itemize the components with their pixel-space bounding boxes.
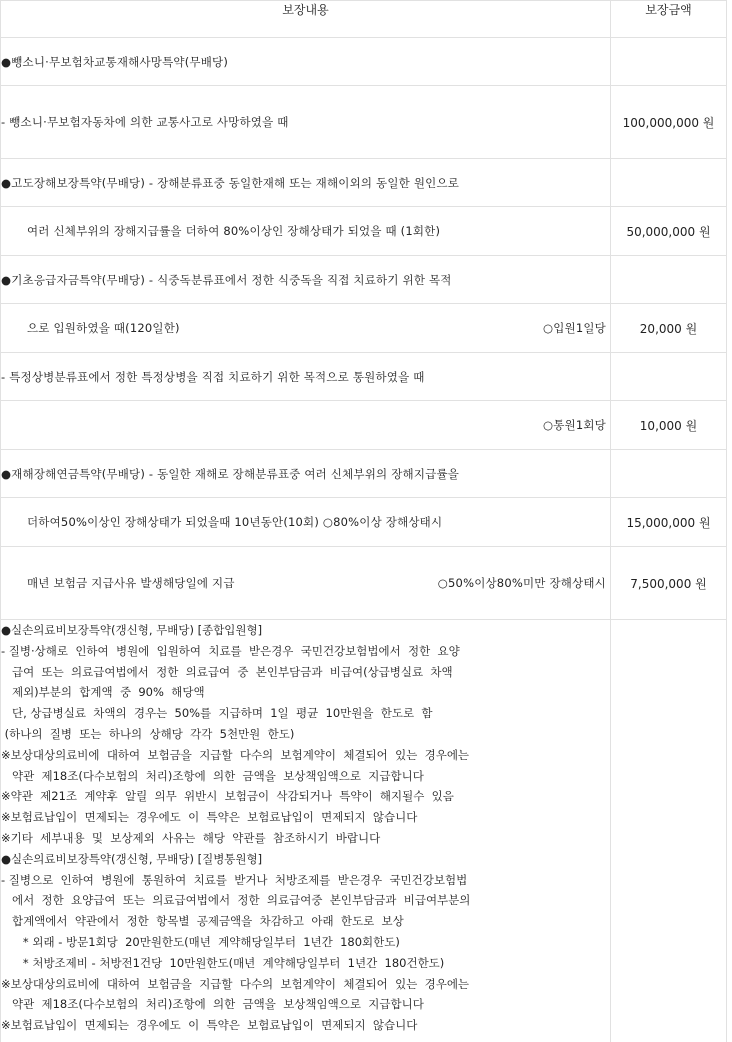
coverage-text: - 뺑소니·무보험자동차에 의한 교통사고로 사망하였을 때 (1, 86, 611, 159)
coverage-text: ●재해장해연금특약(무배당) - 동일한 재해로 장해분류표중 여러 신체부위의 장해지급률을 (1, 450, 611, 498)
table-row (1, 547, 727, 620)
coverage-text-cell (1, 401, 611, 450)
header-content: 보장내용 (1, 1, 611, 38)
detail-line: ※보상대상의료비에 대하여 보험금을 지급할 다수의 보험계약이 체결되어 있는 경우에는 (1, 747, 470, 762)
coverage-text-cell (1, 304, 611, 353)
table-row (1, 498, 727, 547)
coverage-text: ●기초응급자금특약(무배당) - 식중독분류표에서 정한 식중독을 직접 치료하기 위한 목적 (1, 256, 611, 304)
table-header-row (1, 1, 727, 38)
detail-line: ※보험료납입이 면제되는 경우에도 이 특약은 보험료납입이 면제되지 않습니다 (1, 1018, 418, 1033)
header-amount: 보장금액 (611, 1, 727, 38)
table-row (1, 620, 727, 1042)
coverage-amount: 50,000,000 원 (611, 207, 727, 256)
coverage-amount: 10,000 원 (611, 401, 727, 450)
coverage-amount (611, 620, 727, 1042)
coverage-text: ●고도장해보장특약(무배당) - 장해분류표중 동일한재해 또는 재해이외의 동일한 원인으로 (1, 159, 611, 207)
detail-line: 약관 제18조(다수보험의 처리)조항에 의한 금액을 보상책임액으로 지급합니다 (1, 997, 424, 1012)
detail-line: - 질병으로 인하여 병원에 통원하여 치료를 받거나 처방조제를 받은경우 국민건강보험법 (1, 872, 468, 887)
coverage-subitem: ○입원1일당 (543, 321, 606, 335)
detail-line: - 질병·상해로 인하여 병원에 입원하여 치료를 받은경우 국민건강보험법에서 정한 요양 (1, 643, 460, 658)
detail-line: (하나의 질병 또는 하나의 상해당 각각 5천만원 한도) (1, 726, 295, 741)
detail-line: 단, 상급병실료 차액의 경우는 50%를 지급하며 1일 평균 10만원을 한도로 함 (1, 706, 433, 721)
coverage-text: ●뺑소니·무보험차교통재해사망특약(무배당) (1, 38, 611, 86)
detail-line: * 처방조제비 - 처방전1건당 10만원한도(매년 계약해당일부터 1년간 180건한도) (1, 955, 445, 970)
coverage-amount: 7,500,000 원 (611, 547, 727, 620)
coverage-amount (611, 450, 727, 498)
coverage-amount (611, 159, 727, 207)
coverage-amount: 100,000,000 원 (611, 86, 727, 159)
detail-line: 합계액에서 약관에서 정한 항목별 공제금액을 차감하고 아래 한도로 보상 (1, 914, 404, 929)
table-row (1, 38, 727, 86)
coverage-text: - 특정상병분류표에서 정한 특정상병을 직접 치료하기 위한 목적으로 통원하였을 때 (1, 353, 611, 401)
coverage-text: 매년 보험금 지급사유 발생해당일에 지급 (27, 576, 235, 590)
table-row (1, 86, 727, 159)
table-row (1, 256, 727, 304)
table-row (1, 353, 727, 401)
detail-line: ●실손의료비보장특약(갱신형, 무배당) [종합입원형] (1, 623, 263, 637)
detail-line: 급여 또는 의료급여법에서 정한 의료급여 중 본인부담금과 비급여(상급병실료 차액 (1, 664, 453, 679)
detail-line: ※기타 세부내용 및 보상제외 사유는 해당 약관를 참조하시기 바랍니다 (1, 830, 381, 845)
table-row (1, 304, 727, 353)
coverage-text: 여러 신체부위의 장해지급률을 더하여 80%이상인 장해상태가 되었을 때 (1회한) (1, 207, 611, 256)
coverage-detail-block (1, 620, 611, 1042)
coverage-amount (611, 38, 727, 86)
coverage-subitem: ○통원1회당 (543, 418, 606, 432)
table-row (1, 401, 727, 450)
coverage-text-cell (1, 547, 611, 620)
detail-line: * 외래 - 방문1회당 20만원한도(매년 계약해당일부터 1년간 180회한도) (1, 934, 400, 949)
coverage-text: 더하여50%이상인 장해상태가 되었을때 10년동안(10회) ○80%이상 장해상태시 (1, 498, 611, 547)
table-row (1, 159, 727, 207)
coverage-subitem: ○50%이상80%미만 장해상태시 (437, 576, 606, 590)
coverage-text: 으로 입원하였을 때(120일한) (27, 321, 180, 335)
coverage-amount: 20,000 원 (611, 304, 727, 353)
table-row (1, 207, 727, 256)
coverage-amount (611, 353, 727, 401)
detail-line: 제외)부분의 합계액 중 90% 해당액 (1, 685, 205, 700)
detail-line: 약관 제18조(다수보험의 처리)조항에 의한 금액을 보상책임액으로 지급합니다 (1, 768, 424, 783)
table-row (1, 450, 727, 498)
detail-line: 에서 정한 요양급여 또는 의료급여법에서 정한 의료급여중 본인부담금과 비급여부분의 (1, 893, 471, 908)
detail-line: ※보험료납입이 면제되는 경우에도 이 특약은 보험료납입이 면제되지 않습니다 (1, 810, 418, 825)
detail-line: ※보상대상의료비에 대하여 보험금을 지급할 다수의 보험계약이 체결되어 있는 경우에는 (1, 976, 470, 991)
detail-line: ※약관 제21조 계약후 알릴 의무 위반시 보험금이 삭감되거나 특약이 해지될수 있음 (1, 789, 454, 804)
coverage-amount: 15,000,000 원 (611, 498, 727, 547)
detail-line: ●실손의료비보장특약(갱신형, 무배당) [질병통원형] (1, 851, 263, 866)
coverage-amount (611, 256, 727, 304)
